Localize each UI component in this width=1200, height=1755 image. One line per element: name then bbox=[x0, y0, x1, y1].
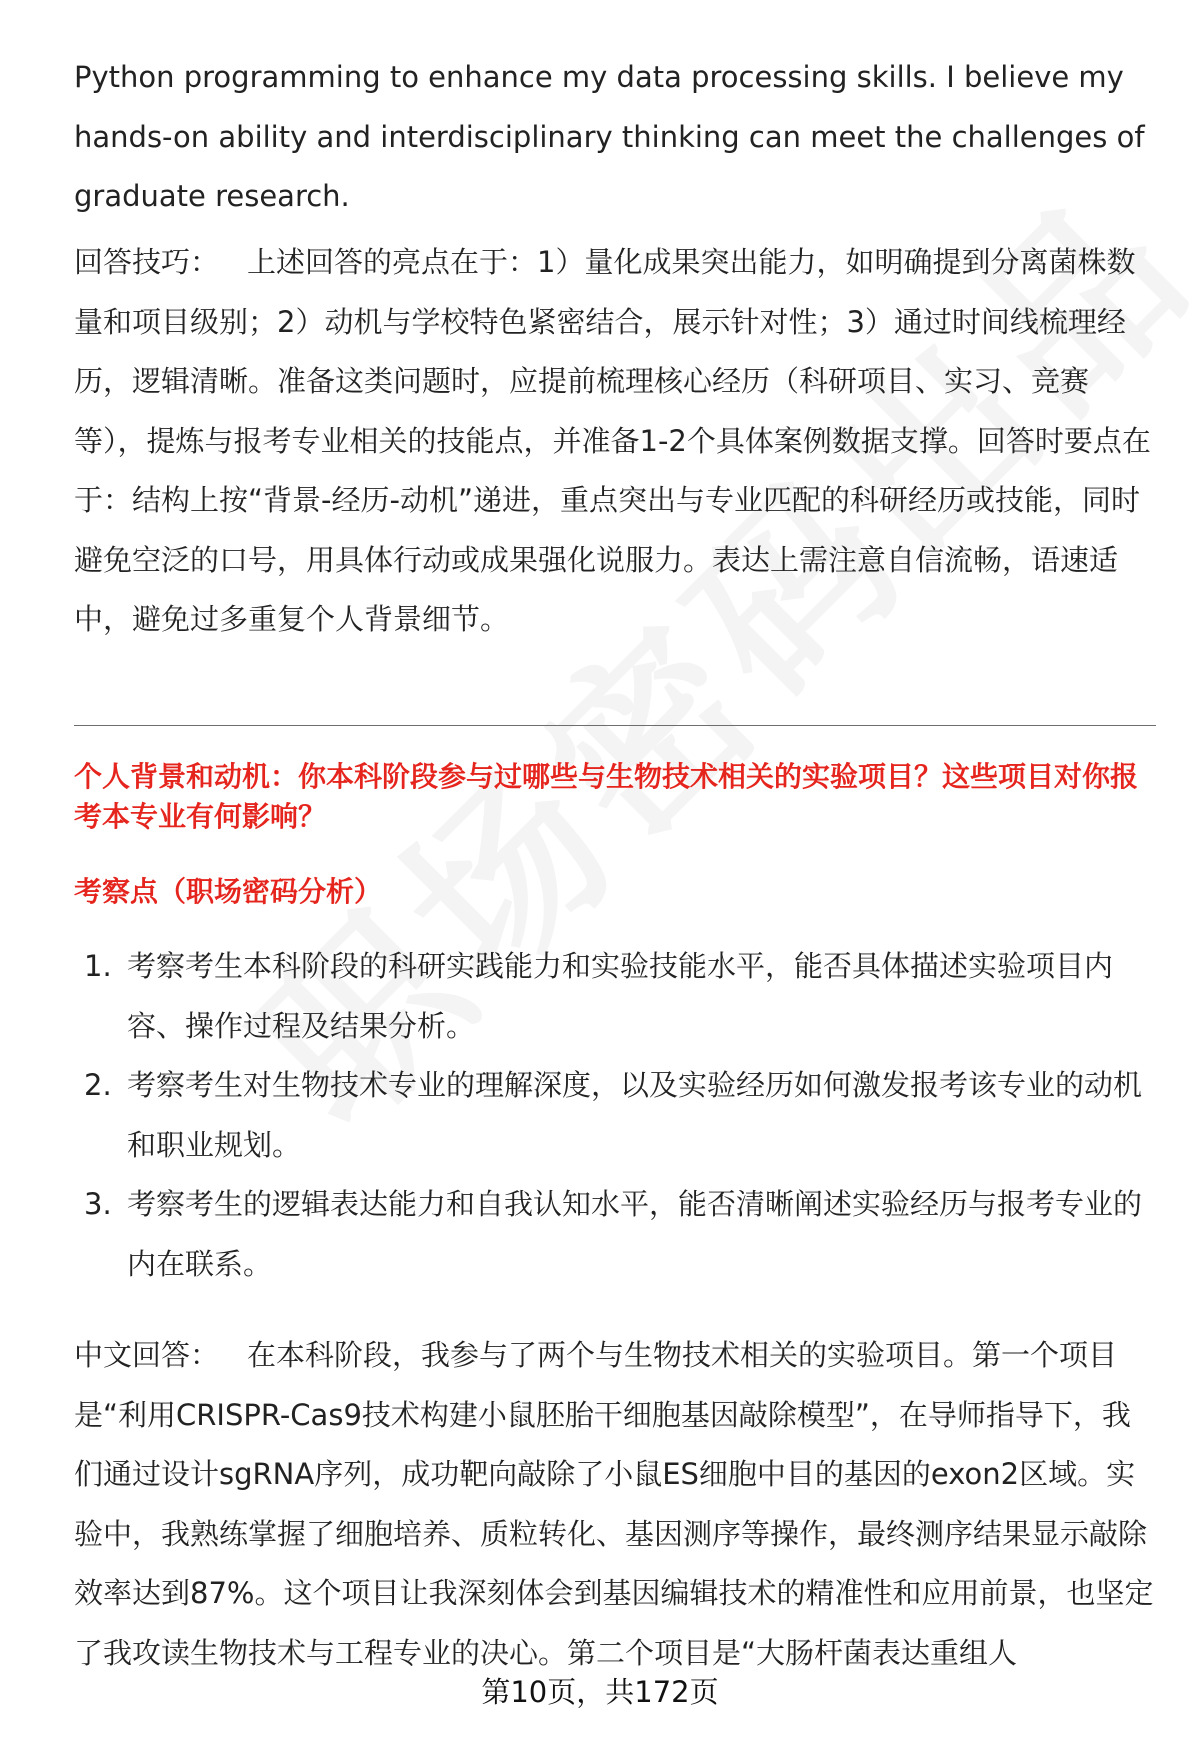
tips-label: 回答技巧： bbox=[74, 245, 220, 279]
answer-label: 中文回答： bbox=[74, 1338, 220, 1372]
point-text: 考察考生本科阶段的科研实践能力和实验技能水平，能否具体描述实验项目内容、操作过程及结果分析。 bbox=[127, 949, 1114, 1043]
intro-block bbox=[74, 48, 1156, 227]
point-text: 考察考生对生物技术专业的理解深度，以及实验经历如何激发报考该专业的动机和职业规划。 bbox=[127, 1068, 1143, 1162]
point-number: 2. bbox=[84, 1068, 112, 1102]
point-text: 考察考生的逻辑表达能力和自我认知水平，能否清晰阐述实验经历与报考专业的内在联系。 bbox=[127, 1187, 1143, 1281]
answer-text: 在本科阶段，我参与了两个与生物技术相关的实验项目。第一个项目是“利用CRISPR-Cas9技术构建小鼠胚胎干细胞基因敲除模型”，在导师指导下，我们通过设计sgRNA序列，成功靶向敲除了小鼠ES细胞中目的基因的exon2区域。实验中，我熟练掌握了细胞培养、质粒转化、基因测序等操作，最终测序结果显示敲除效率达到87%。这个项目让我深刻体会到基因编辑技术的精准性和应用前景，也坚定了我攻读生物技术与工程专业的决心。第二个项目是“大肠杆菌表达重组人 bbox=[74, 1338, 1154, 1670]
analysis-points bbox=[74, 937, 1156, 1294]
question-block bbox=[74, 757, 1156, 837]
analysis-point bbox=[74, 937, 1156, 1056]
tips-paragraph bbox=[74, 233, 1156, 650]
point-number: 1. bbox=[84, 949, 112, 983]
page-footer: 第10页，共172页 bbox=[481, 1675, 719, 1709]
intro-paragraph: Python programming to enhance my data processing skills. I believe my hands-on ability and interdisciplinary thinking can meet the challenges of graduate research. bbox=[74, 60, 1145, 213]
question-heading: 个人背景和动机：你本科阶段参与过哪些与生物技术相关的实验项目？这些项目对你报考本专业有何影响？ bbox=[74, 760, 1139, 833]
analysis-list-block bbox=[74, 937, 1156, 1294]
answer-block bbox=[74, 1326, 1156, 1683]
analysis-point bbox=[74, 1175, 1156, 1294]
answer-paragraph bbox=[74, 1326, 1156, 1683]
point-number: 3. bbox=[84, 1187, 112, 1221]
analysis-heading: 考察点（职场密码分析） bbox=[74, 875, 383, 908]
tips-block bbox=[74, 233, 1156, 650]
tips-text: 上述回答的亮点在于：1）量化成果突出能力，如明确提到分离菌株数量和项目级别；2）动机与学校特色紧密结合，展示针对性；3）通过时间线梳理经历，逻辑清晰。准备这类问题时，应提前梳理核心经历（科研项目、实习、竞赛等），提炼与报考专业相关的技能点，并准备1-2个具体案例数据支撑。回答时要点在于：结构上按“背景-经历-动机”递进，重点突出与专业匹配的科研经历或技能，同时避免空泛的口号，用具体行动或成果强化说服力。表达上需注意自信流畅，语速适中，避免过多重复个人背景细节。 bbox=[74, 245, 1151, 636]
analysis-point bbox=[74, 1056, 1156, 1175]
section-divider bbox=[74, 725, 1156, 726]
analysis-heading-block bbox=[74, 872, 1156, 912]
